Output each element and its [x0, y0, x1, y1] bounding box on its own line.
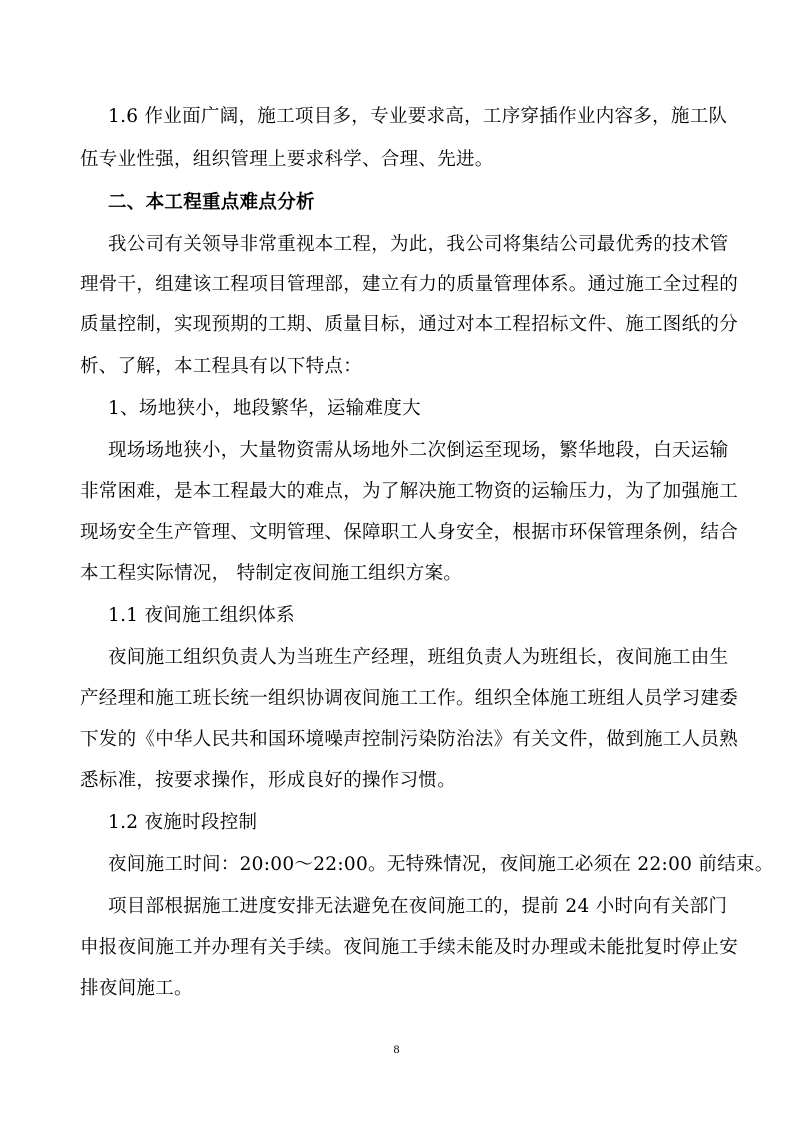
paragraph-line: 析、了解，本工程具有以下特点：: [80, 356, 363, 377]
paragraph-line: 非常困难，是本工程最大的难点，为了解决施工物资的运输压力，为了加强施工: [80, 481, 739, 502]
paragraph-line: 质量控制，实现预期的工期、质量目标，通过对本工程招标文件、施工图纸的分: [80, 314, 739, 335]
paragraph-line: 夜间施工组织负责人为当班生产经理，班组负责人为班组长，夜间施工由生: [108, 647, 729, 668]
paragraph-line: 排夜间施工。: [80, 978, 193, 999]
section-heading: 二、本工程重点难点分析: [108, 192, 315, 213]
paragraph-line: 产经理和施工班长统一组织协调夜间施工工作。组织全体施工班组人员学习建委: [80, 688, 739, 709]
paragraph-line: 现场场地狭小，大量物资需从场地外二次倒运至现场，繁华地段，白天运输: [108, 440, 729, 461]
subheading: 1、场地狭小，地段繁华，运输难度大: [108, 398, 421, 419]
subheading: 1.2 夜施时段控制: [108, 812, 258, 833]
paragraph-line: 我公司有关领导非常重视本工程，为此，我公司将集结公司最优秀的技术管: [108, 234, 729, 255]
paragraph-line: 夜间施工时间：20:00～22:00。无特殊情况，夜间施工必须在 22:00 前结束。: [108, 854, 774, 875]
paragraph-line: 1.6 作业面广阔，施工项目多，专业要求高，工序穿插作业内容多，施工队: [108, 106, 728, 127]
paragraph-line: 伍专业性强，组织管理上要求科学、合理、先进。: [80, 149, 494, 170]
paragraph-line: 理骨干，组建该工程项目管理部，建立有力的质量管理体系。通过施工全过程的: [80, 274, 739, 295]
subheading: 1.1 夜间施工组织体系: [108, 605, 295, 626]
paragraph-line: 下发的《中华人民共和国环境噪声控制污染防治法》有关文件，做到施工人员熟: [80, 729, 739, 750]
paragraph-line: 本工程实际情况， 特制定夜间施工组织方案。: [80, 563, 463, 584]
paragraph-line: 现场安全生产管理、文明管理、保障职工人身安全，根据市环保管理条例，结合: [80, 522, 739, 543]
paragraph-line: 申报夜间施工并办理有关手续。夜间施工手续未能及时办理或未能批复时停止安: [80, 937, 739, 958]
paragraph-line: 项目部根据施工进度安排无法避免在夜间施工的，提前 24 小时向有关部门: [108, 896, 728, 917]
page-number: 8: [393, 1042, 400, 1056]
paragraph-line: 悉标准，按要求操作，形成良好的操作习惯。: [80, 770, 457, 791]
